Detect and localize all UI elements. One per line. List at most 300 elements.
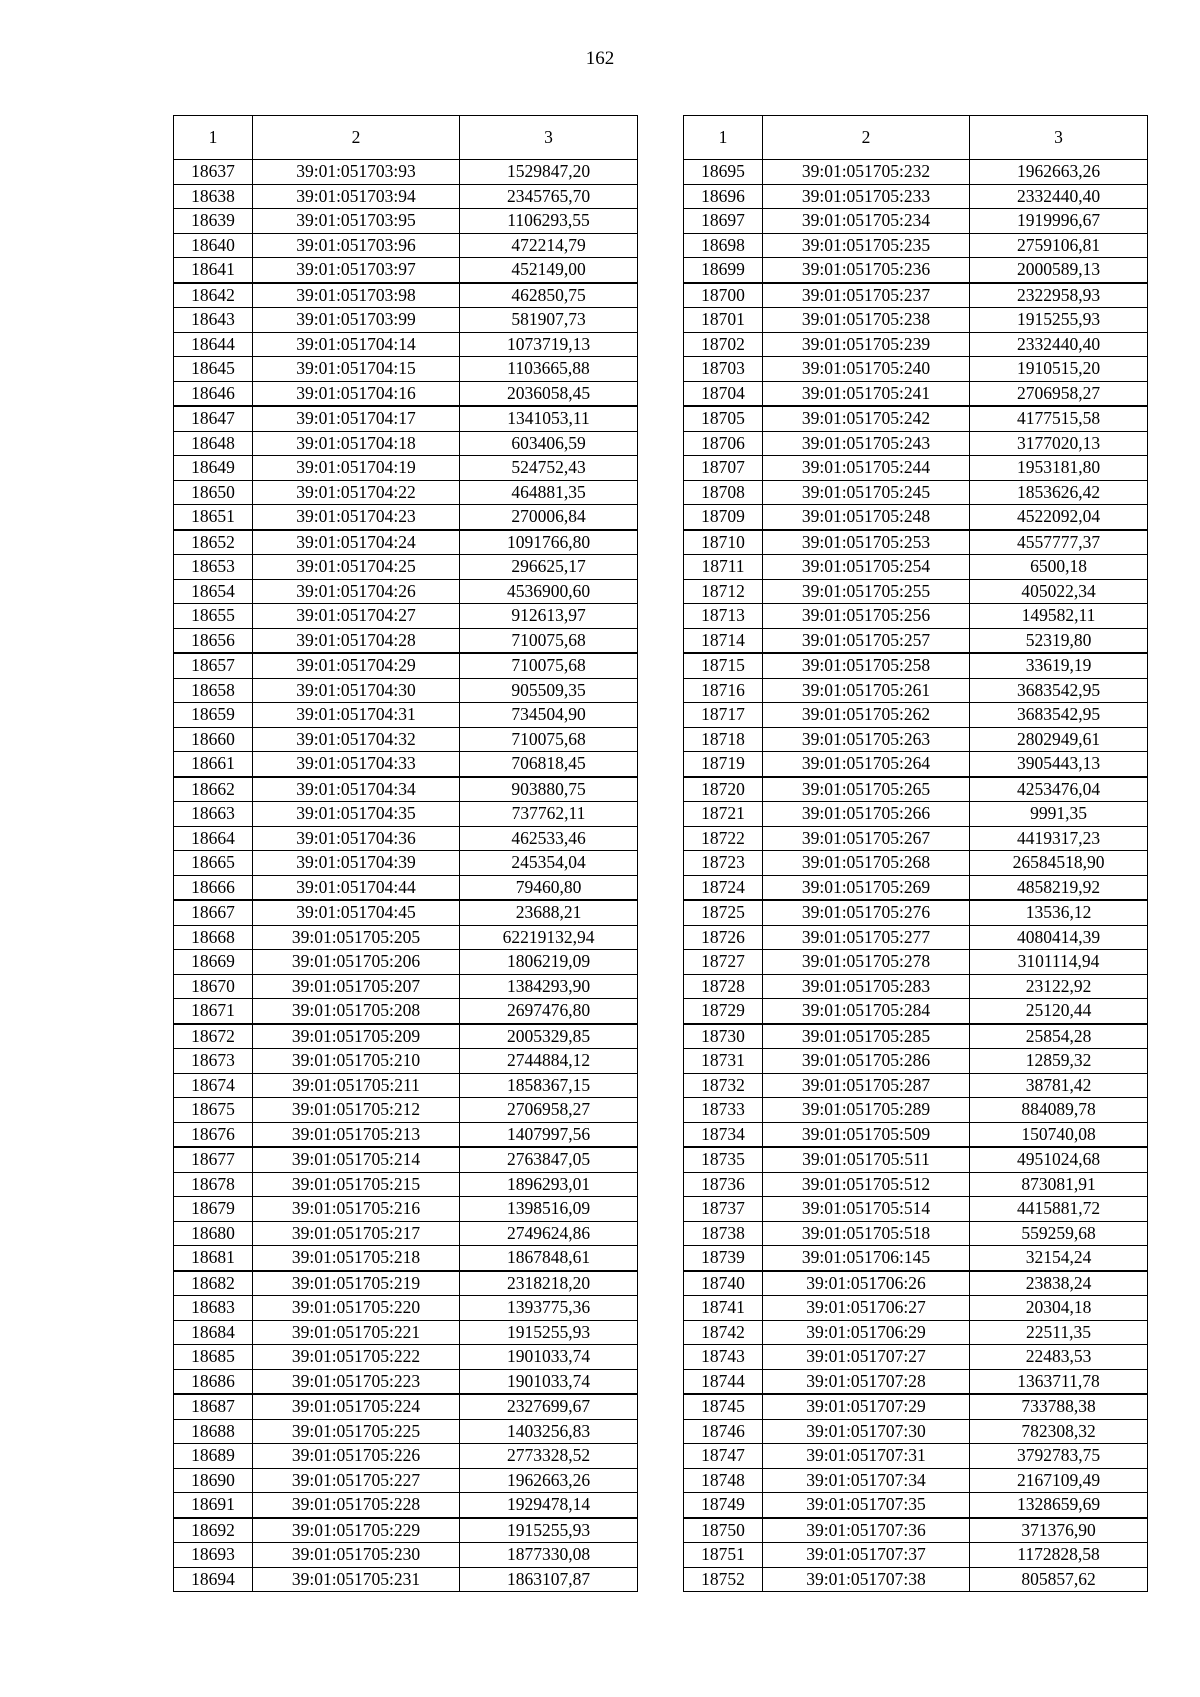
table-row [174,900,638,925]
value-cell: 1806219,09 [460,950,638,975]
value-cell: 2749624,86 [460,1221,638,1246]
cadastral-id-cell: 39:01:051705:216 [253,1197,460,1222]
row-number-cell: 18737 [684,1197,763,1222]
row-number-cell: 18686 [174,1369,253,1394]
row-number-cell: 18655 [174,604,253,629]
row-number-cell: 18654 [174,579,253,604]
value-cell: 1091766,80 [460,530,638,555]
row-number-cell: 18691 [174,1493,253,1518]
row-number-cell: 18735 [684,1147,763,1172]
row-number-cell: 18745 [684,1394,763,1419]
cadastral-id-cell: 39:01:051705:289 [763,1098,970,1123]
row-number-cell: 18685 [174,1345,253,1370]
cadastral-id-cell: 39:01:051707:38 [763,1567,970,1592]
cadastral-id-cell: 39:01:051705:256 [763,604,970,629]
cadastral-id-cell: 39:01:051705:212 [253,1098,460,1123]
table-row [174,308,638,333]
cadastral-id-cell: 39:01:051705:207 [253,974,460,999]
row-number-cell: 18678 [174,1172,253,1197]
table-row [174,1197,638,1222]
row-number-cell: 18657 [174,653,253,678]
table-row [684,308,1148,333]
row-number-cell: 18684 [174,1320,253,1345]
cadastral-id-cell: 39:01:051705:511 [763,1147,970,1172]
value-cell: 2005329,85 [460,1024,638,1049]
value-cell: 2332440,40 [970,184,1148,209]
cadastral-id-cell: 39:01:051705:278 [763,950,970,975]
row-number-cell: 18742 [684,1320,763,1345]
cadastral-id-cell: 39:01:051705:509 [763,1122,970,1147]
cadastral-id-cell: 39:01:051705:263 [763,727,970,752]
table-row [684,1172,1148,1197]
row-number-cell: 18682 [174,1271,253,1296]
value-cell: 464881,35 [460,480,638,505]
row-number-cell: 18669 [174,950,253,975]
table-row [684,999,1148,1024]
cadastral-id-cell: 39:01:051707:34 [763,1468,970,1493]
value-cell: 1341053,11 [460,406,638,431]
cadastral-id-cell: 39:01:051705:226 [253,1444,460,1469]
value-cell: 1901033,74 [460,1345,638,1370]
table-row [684,209,1148,234]
cadastral-id-cell: 39:01:051705:242 [763,406,970,431]
value-cell: 805857,62 [970,1567,1148,1592]
row-number-cell: 18717 [684,703,763,728]
row-number-cell: 18649 [174,456,253,481]
table-row [684,653,1148,678]
cadastral-id-cell: 39:01:051707:28 [763,1369,970,1394]
row-number-cell: 18690 [174,1468,253,1493]
table-row [174,381,638,406]
value-cell: 2036058,45 [460,381,638,406]
cadastral-id-cell: 39:01:051707:27 [763,1345,970,1370]
value-cell: 1915255,93 [970,308,1148,333]
cadastral-id-cell: 39:01:051705:258 [763,653,970,678]
table-header-row [684,116,1148,160]
row-number-cell: 18709 [684,505,763,530]
table-row [174,925,638,950]
row-number-cell: 18752 [684,1567,763,1592]
cadastral-id-cell: 39:01:051705:514 [763,1197,970,1222]
value-cell: 25120,44 [970,999,1148,1024]
table-row [174,1296,638,1321]
row-number-cell: 18733 [684,1098,763,1123]
table-row [174,1147,638,1172]
row-number-cell: 18675 [174,1098,253,1123]
value-cell: 23688,21 [460,900,638,925]
table-row [684,703,1148,728]
row-number-cell: 18706 [684,431,763,456]
table-row [684,950,1148,975]
value-cell: 4253476,04 [970,777,1148,802]
table-header-row [174,116,638,160]
cadastral-id-cell: 39:01:051707:36 [763,1518,970,1543]
value-cell: 2318218,20 [460,1271,638,1296]
row-number-cell: 18703 [684,357,763,382]
row-number-cell: 18727 [684,950,763,975]
cadastral-id-cell: 39:01:051705:229 [253,1518,460,1543]
value-cell: 1398516,09 [460,1197,638,1222]
value-cell: 1910515,20 [970,357,1148,382]
row-number-cell: 18656 [174,628,253,653]
cadastral-id-cell: 39:01:051704:19 [253,456,460,481]
table-row [174,1172,638,1197]
cadastral-id-cell: 39:01:051706:27 [763,1296,970,1321]
cadastral-id-cell: 39:01:051705:208 [253,999,460,1024]
value-cell: 710075,68 [460,628,638,653]
table-row [684,160,1148,185]
value-cell: 25854,28 [970,1024,1148,1049]
row-number-cell: 18726 [684,925,763,950]
row-number-cell: 18692 [174,1518,253,1543]
cadastral-id-cell: 39:01:051705:257 [763,628,970,653]
row-number-cell: 18700 [684,283,763,308]
row-number-cell: 18721 [684,802,763,827]
value-cell: 38781,42 [970,1073,1148,1098]
cadastral-id-cell: 39:01:051705:213 [253,1122,460,1147]
table-row [174,555,638,580]
row-number-cell: 18651 [174,505,253,530]
cadastral-id-cell: 39:01:051705:276 [763,900,970,925]
value-cell: 22511,35 [970,1320,1148,1345]
cadastral-id-cell: 39:01:051705:225 [253,1419,460,1444]
cadastral-id-cell: 39:01:051705:222 [253,1345,460,1370]
cadastral-id-cell: 39:01:051705:209 [253,1024,460,1049]
value-cell: 4415881,72 [970,1197,1148,1222]
row-number-cell: 18663 [174,802,253,827]
table-row [684,604,1148,629]
cadastral-table-left [173,115,638,1592]
table-row [174,406,638,431]
table-row [684,1518,1148,1543]
row-number-cell: 18712 [684,579,763,604]
value-cell: 245354,04 [460,851,638,876]
table-row [174,480,638,505]
cadastral-id-cell: 39:01:051706:26 [763,1271,970,1296]
row-number-cell: 18658 [174,678,253,703]
value-cell: 884089,78 [970,1098,1148,1123]
table-row [684,184,1148,209]
table-row [174,456,638,481]
value-cell: 62219132,94 [460,925,638,950]
row-number-cell: 18719 [684,752,763,777]
table-row [684,283,1148,308]
cadastral-id-cell: 39:01:051704:25 [253,555,460,580]
cadastral-id-cell: 39:01:051704:15 [253,357,460,382]
row-number-cell: 18749 [684,1493,763,1518]
value-cell: 1328659,69 [970,1493,1148,1518]
value-cell: 9991,35 [970,802,1148,827]
table-row [174,727,638,752]
table-row [174,283,638,308]
table-row [174,851,638,876]
value-cell: 22483,53 [970,1345,1148,1370]
row-number-cell: 18668 [174,925,253,950]
table-row [684,555,1148,580]
table-row [684,1567,1148,1592]
value-cell: 2697476,80 [460,999,638,1024]
cadastral-id-cell: 39:01:051707:35 [763,1493,970,1518]
table-row [684,628,1148,653]
value-cell: 405022,34 [970,579,1148,604]
row-number-cell: 18694 [174,1567,253,1592]
cadastral-id-cell: 39:01:051705:512 [763,1172,970,1197]
cadastral-id-cell: 39:01:051704:28 [253,628,460,653]
table-row [174,1098,638,1123]
value-cell: 2773328,52 [460,1444,638,1469]
table-row [174,160,638,185]
value-cell: 150740,08 [970,1122,1148,1147]
value-cell: 371376,90 [970,1518,1148,1543]
value-cell: 2167109,49 [970,1468,1148,1493]
table-row [174,505,638,530]
table-row [174,332,638,357]
row-number-cell: 18708 [684,480,763,505]
cadastral-id-cell: 39:01:051704:45 [253,900,460,925]
table-row [174,1073,638,1098]
table-row [684,1271,1148,1296]
value-cell: 1103665,88 [460,357,638,382]
value-cell: 4080414,39 [970,925,1148,950]
table-row [174,950,638,975]
cadastral-id-cell: 39:01:051705:518 [763,1221,970,1246]
value-cell: 4557777,37 [970,530,1148,555]
table-row [174,184,638,209]
value-cell: 710075,68 [460,727,638,752]
cadastral-id-cell: 39:01:051704:22 [253,480,460,505]
row-number-cell: 18704 [684,381,763,406]
table-row [684,505,1148,530]
value-cell: 1403256,83 [460,1419,638,1444]
cadastral-id-cell: 39:01:051704:39 [253,851,460,876]
cadastral-id-cell: 39:01:051704:18 [253,431,460,456]
table-row [174,875,638,900]
row-number-cell: 18746 [684,1419,763,1444]
value-cell: 1896293,01 [460,1172,638,1197]
table-row [174,1221,638,1246]
table-row [174,530,638,555]
cadastral-id-cell: 39:01:051703:97 [253,258,460,283]
table-row [174,1567,638,1592]
value-cell: 2744884,12 [460,1049,638,1074]
cadastral-id-cell: 39:01:051705:233 [763,184,970,209]
cadastral-id-cell: 39:01:051705:227 [253,1468,460,1493]
value-cell: 1863107,87 [460,1567,638,1592]
cadastral-id-cell: 39:01:051706:29 [763,1320,970,1345]
row-number-cell: 18671 [174,999,253,1024]
row-number-cell: 18677 [174,1147,253,1172]
row-number-cell: 18637 [174,160,253,185]
cadastral-id-cell: 39:01:051705:269 [763,875,970,900]
value-cell: 20304,18 [970,1296,1148,1321]
cadastral-id-cell: 39:01:051705:264 [763,752,970,777]
value-cell: 1962663,26 [460,1468,638,1493]
row-number-cell: 18707 [684,456,763,481]
column-header-number: 1 [174,116,253,160]
cadastral-id-cell: 39:01:051705:234 [763,209,970,234]
cadastral-id-cell: 39:01:051705:266 [763,802,970,827]
value-cell: 1901033,74 [460,1369,638,1394]
cadastral-id-cell: 39:01:051704:34 [253,777,460,802]
value-cell: 603406,59 [460,431,638,456]
row-number-cell: 18722 [684,826,763,851]
table-row [684,431,1148,456]
cadastral-id-cell: 39:01:051705:210 [253,1049,460,1074]
cadastral-id-cell: 39:01:051704:23 [253,505,460,530]
row-number-cell: 18672 [174,1024,253,1049]
value-cell: 734504,90 [460,703,638,728]
row-number-cell: 18711 [684,555,763,580]
table-row [684,1024,1148,1049]
row-number-cell: 18666 [174,875,253,900]
value-cell: 1407997,56 [460,1122,638,1147]
column-header-value: 3 [970,116,1148,160]
column-header-value: 3 [460,116,638,160]
table-row [684,1394,1148,1419]
cadastral-id-cell: 39:01:051705:223 [253,1369,460,1394]
table-row [684,480,1148,505]
table-row [684,727,1148,752]
cadastral-id-cell: 39:01:051705:206 [253,950,460,975]
value-cell: 2000589,13 [970,258,1148,283]
cadastral-table-right [683,115,1148,1592]
table-row [684,925,1148,950]
row-number-cell: 18667 [174,900,253,925]
cadastral-id-cell: 39:01:051705:286 [763,1049,970,1074]
cadastral-id-cell: 39:01:051705:268 [763,851,970,876]
row-number-cell: 18639 [174,209,253,234]
cadastral-id-cell: 39:01:051705:284 [763,999,970,1024]
row-number-cell: 18676 [174,1122,253,1147]
value-cell: 903880,75 [460,777,638,802]
value-cell: 1919996,67 [970,209,1148,234]
value-cell: 1877330,08 [460,1543,638,1568]
row-number-cell: 18705 [684,406,763,431]
cadastral-id-cell: 39:01:051704:44 [253,875,460,900]
row-number-cell: 18652 [174,530,253,555]
cadastral-id-cell: 39:01:051705:236 [763,258,970,283]
cadastral-id-cell: 39:01:051703:95 [253,209,460,234]
table-row [174,1320,638,1345]
table-row [684,1345,1148,1370]
row-number-cell: 18695 [684,160,763,185]
table-row [684,406,1148,431]
table-row [684,530,1148,555]
value-cell: 4177515,58 [970,406,1148,431]
cadastral-id-cell: 39:01:051705:232 [763,160,970,185]
cadastral-id-cell: 39:01:051705:245 [763,480,970,505]
cadastral-id-cell: 39:01:051707:31 [763,1444,970,1469]
cadastral-id-cell: 39:01:051705:285 [763,1024,970,1049]
row-number-cell: 18738 [684,1221,763,1246]
value-cell: 912613,97 [460,604,638,629]
table-row [684,332,1148,357]
value-cell: 1962663,26 [970,160,1148,185]
row-number-cell: 18687 [174,1394,253,1419]
table-row [684,752,1148,777]
value-cell: 2706958,27 [460,1098,638,1123]
table-row [174,1419,638,1444]
cadastral-id-cell: 39:01:051704:17 [253,406,460,431]
value-cell: 710075,68 [460,653,638,678]
value-cell: 2706958,27 [970,381,1148,406]
value-cell: 296625,17 [460,555,638,580]
cadastral-id-cell: 39:01:051704:26 [253,579,460,604]
row-number-cell: 18643 [174,308,253,333]
value-cell: 2345765,70 [460,184,638,209]
row-number-cell: 18748 [684,1468,763,1493]
value-cell: 23122,92 [970,974,1148,999]
row-number-cell: 18640 [174,233,253,258]
value-cell: 706818,45 [460,752,638,777]
table-row [684,777,1148,802]
cadastral-id-cell: 39:01:051705:218 [253,1246,460,1271]
value-cell: 1915255,93 [460,1320,638,1345]
cadastral-id-cell: 39:01:051705:283 [763,974,970,999]
value-cell: 1106293,55 [460,209,638,234]
cadastral-id-cell: 39:01:051703:93 [253,160,460,185]
value-cell: 2763847,05 [460,1147,638,1172]
row-number-cell: 18696 [684,184,763,209]
value-cell: 559259,68 [970,1221,1148,1246]
cadastral-id-cell: 39:01:051705:224 [253,1394,460,1419]
table-row [174,604,638,629]
table-row [684,1419,1148,1444]
cadastral-id-cell: 39:01:051705:277 [763,925,970,950]
row-number-cell: 18659 [174,703,253,728]
value-cell: 452149,00 [460,258,638,283]
value-cell: 462533,46 [460,826,638,851]
cadastral-id-cell: 39:01:051704:35 [253,802,460,827]
cadastral-id-cell: 39:01:051705:238 [763,308,970,333]
value-cell: 733788,38 [970,1394,1148,1419]
row-number-cell: 18664 [174,826,253,851]
row-number-cell: 18679 [174,1197,253,1222]
table-row [684,1444,1148,1469]
row-number-cell: 18653 [174,555,253,580]
table-row [174,1024,638,1049]
value-cell: 472214,79 [460,233,638,258]
table-row [174,678,638,703]
table-row [174,579,638,604]
row-number-cell: 18701 [684,308,763,333]
cadastral-id-cell: 39:01:051705:267 [763,826,970,851]
cadastral-id-cell: 39:01:051707:30 [763,1419,970,1444]
table-row [174,974,638,999]
table-row [684,1073,1148,1098]
cadastral-id-cell: 39:01:051705:241 [763,381,970,406]
cadastral-id-cell: 39:01:051705:219 [253,1271,460,1296]
row-number-cell: 18699 [684,258,763,283]
row-number-cell: 18674 [174,1073,253,1098]
value-cell: 270006,84 [460,505,638,530]
cadastral-id-cell: 39:01:051705:265 [763,777,970,802]
table-row [684,678,1148,703]
cadastral-id-cell: 39:01:051705:262 [763,703,970,728]
cadastral-id-cell: 39:01:051705:240 [763,357,970,382]
row-number-cell: 18732 [684,1073,763,1098]
table-row [174,1493,638,1518]
row-number-cell: 18638 [174,184,253,209]
value-cell: 462850,75 [460,283,638,308]
row-number-cell: 18644 [174,332,253,357]
column-header-number: 1 [684,116,763,160]
cadastral-id-cell: 39:01:051704:31 [253,703,460,728]
value-cell: 52319,80 [970,628,1148,653]
table-row [174,1271,638,1296]
value-cell: 2802949,61 [970,727,1148,752]
row-number-cell: 18648 [174,431,253,456]
